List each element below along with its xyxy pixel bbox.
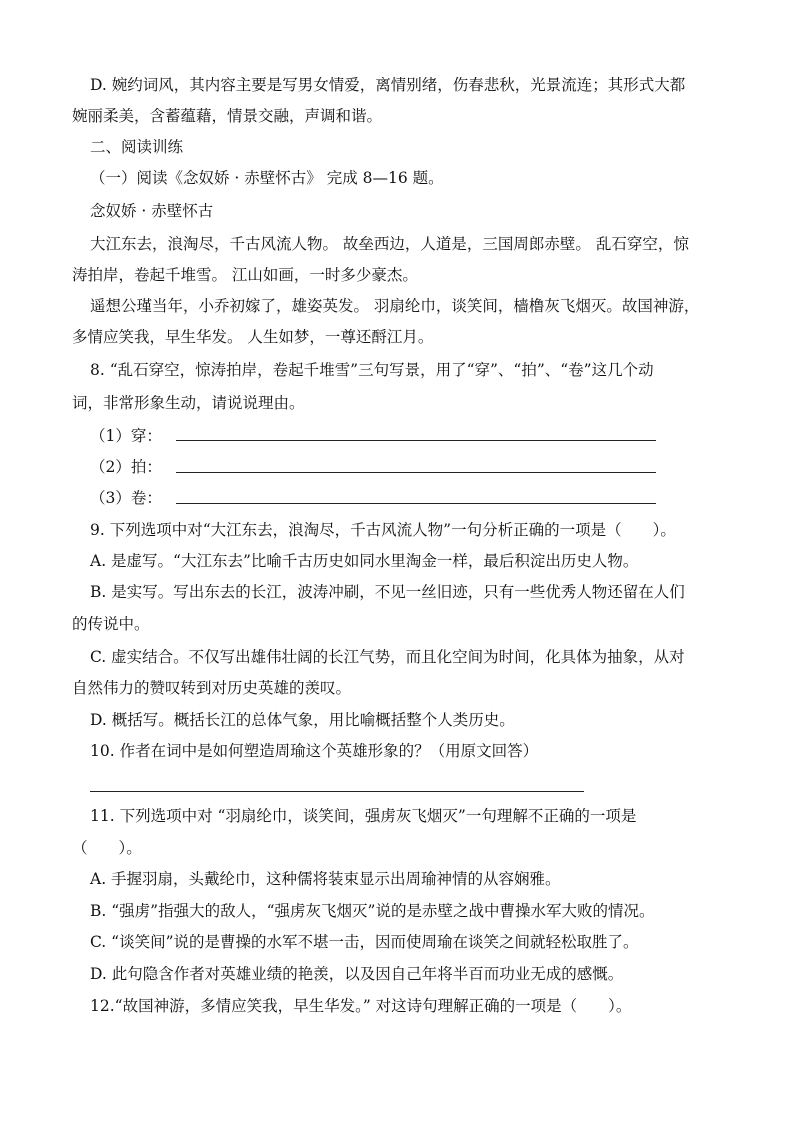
question-8-line1: 8. “乱石穿空，惊涛拍岸，卷起千堆雪”三句写景，用了“穿”、“拍”、“卷”这几个动 xyxy=(90,361,654,379)
poem-line2: 涛拍岸，卷起千堆雪。 江山如画，一时多少豪杰。 xyxy=(72,266,418,284)
question-11-option-b: B. “强虏”指强大的敌人，“强虏灰飞烟灭”说的是赤壁之战中曹操水军大败的情况。 xyxy=(90,902,655,920)
answer-blank-pai[interactable] xyxy=(176,472,656,473)
question-9-option-b-line2: 的传说中。 xyxy=(72,615,150,633)
question-10: 10. 作者在词中是如何塑造周瑜这个英雄形象的？（用原文回答） xyxy=(90,742,539,760)
question-11-option-a: A. 手握羽扇，头戴纶巾，这种儒将装束显示出周瑜神情的从容娴雅。 xyxy=(90,870,561,888)
answer-label-chuan: （1）穿： xyxy=(90,427,162,445)
option-d-style-line2: 婉丽柔美，含蓄蕴藉，情景交融，声调和谐。 xyxy=(72,107,383,125)
question-11-line1: 11. 下列选项中对 “羽扇纶巾，谈笑间，强虏灰飞烟灭”一句理解不正确的一项是 xyxy=(90,807,637,825)
question-9-option-d: D. 概括写。概括长江的总体气象，用比喻概括整个人类历史。 xyxy=(90,711,515,729)
question-9-option-c-line2: 自然伟力的赞叹转到对历史英雄的羡叹。 xyxy=(72,679,352,697)
question-9-option-b-line1: B. 是实写。写出东去的长江，波涛冲刷，不见一丝旧迹，只有一些优秀人物还留在人们 xyxy=(90,583,685,601)
question-11-option-c: C. “谈笑间”说的是曹操的水军不堪一击，因而使周瑜在谈笑之间就轻松取胜了。 xyxy=(90,933,639,951)
question-9: 9. 下列选项中对“大江东去，浪淘尽，千古风流人物”一句分析正确的一项是（ ）。 xyxy=(90,521,676,539)
question-11-option-d: D. 此句隐含作者对英雄业绩的艳羡，以及因自己年将半百而功业无成的感慨。 xyxy=(90,965,624,983)
poem-line3: 遥想公瑾当年，小乔初嫁了，雄姿英发。 羽扇纶巾，谈笑间，樯橹灰飞烟灭。故国神游， xyxy=(90,297,700,315)
answer-label-pai: （2）拍： xyxy=(90,458,162,476)
answer-blank-chuan[interactable] xyxy=(176,440,656,441)
answer-blank-question-10[interactable] xyxy=(90,791,584,792)
question-11-line2: （ ）。 xyxy=(72,839,142,857)
answer-blank-juan[interactable] xyxy=(176,503,656,504)
question-9-option-c-line1: C. 虚实结合。不仅写出雄伟壮阔的长江气势，而且化空间为时间，化具体为抽象，从对 xyxy=(90,648,685,666)
poem-title: 念奴娇 · 赤壁怀古 xyxy=(90,202,214,220)
answer-label-juan: （3）卷： xyxy=(90,489,162,507)
poem-line1: 大江东去，浪淘尽，千古风流人物。 故垒西边，人道是，三国周郎赤壁。 乱石穿空，惊 xyxy=(90,235,689,253)
option-d-style-line1: D. 婉约词风，其内容主要是写男女情爱，离情别绪，伤春悲秋，光景流连；其形式大都 xyxy=(90,76,686,94)
question-8-line2: 词，非常形象生动，请说说理由。 xyxy=(72,394,305,412)
poem-line4: 多情应笑我，早生华发。 人生如梦，一尊还酹江月。 xyxy=(72,328,434,346)
question-12: 12.“故国神游，多情应笑我，早生华发。” 对这诗句理解正确的一项是（ ）。 xyxy=(90,997,632,1015)
section-heading-reading: 二、阅读训练 xyxy=(90,138,184,156)
reading-instruction: （一）阅读《念奴娇 · 赤壁怀古》 完成 8—16 题。 xyxy=(90,169,444,187)
question-9-option-a: A. 是虚写。“大江东去”比喻千古历史如同水里淘金一样，最后积淀出历史人物。 xyxy=(90,552,639,570)
